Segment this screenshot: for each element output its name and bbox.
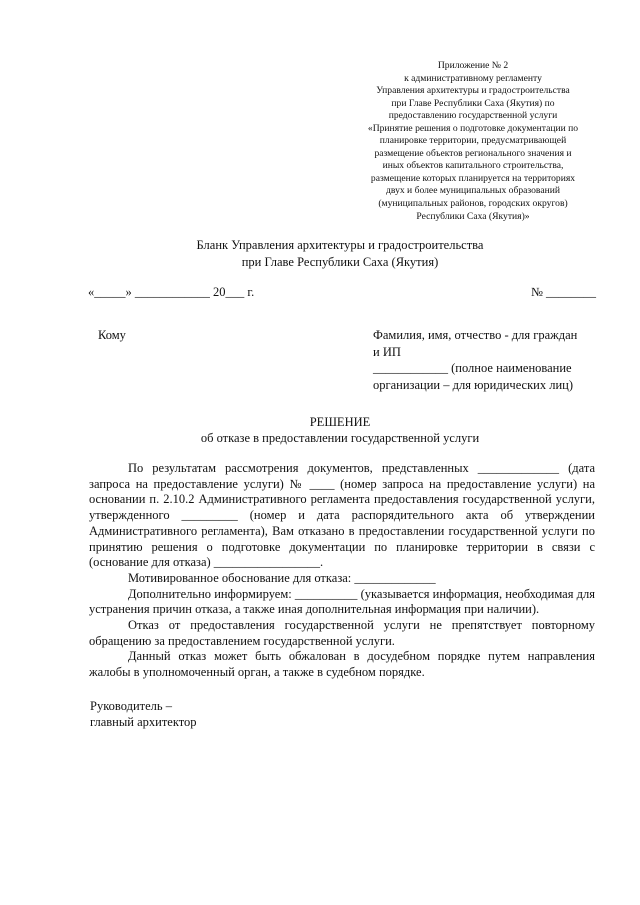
appendix-line: Республики Саха (Якутия)» [416,210,530,222]
body-paragraph: Мотивированное обоснование для отказа: _____________ [128,570,436,585]
appendix-line: размещение которых планируется на территориях [370,172,576,184]
signature-block [90,698,197,730]
decision-subtitle: об отказе в предоставлении государственной услуги [200,431,480,445]
appendix-line: двух и более муниципальных образований [385,185,560,197]
appendix-line: Приложение № 2 [437,60,509,71]
signatory-title-line-2: главный архитектор [90,715,197,729]
appendix-line: иных объектов капитального строительства, [382,160,564,172]
date-number-line [88,284,596,300]
body-paragraph: Дополнительно информируем: __________ (указывается информация, необходимая для устранения причин отказа, а также иная дополнительная информация при наличии). [89,586,595,617]
appendix-line: планировке территории, предусматривающей [379,135,567,147]
addressee-line: и ИП [373,344,401,359]
decision-heading [90,414,590,446]
appendix-line: Управления архитектуры и градостроительства [376,85,570,97]
addressee-block [373,327,593,393]
date-field: «_____» ____________ 20___ г. [88,285,255,299]
addressee-line: Фамилия, имя, отчество - для граждан [373,328,578,342]
letterhead-placeholder [90,237,590,270]
document-number-field: № ________ [530,285,596,299]
appendix-line: «Принятие решения о подготовке документации по [367,122,579,134]
appendix-line: при Главе Республики Саха (Якутия) по [391,97,555,109]
signatory-title-line-1: Руководитель – [90,699,172,713]
letterhead-line-2: при Главе Республики Саха (Якутия) [241,254,439,269]
body-paragraph: Данный отказ может быть обжалован в досудебном порядке путем направления жалобы в уполномоченный орган, а также в судебном порядке. [89,649,595,680]
decision-title: РЕШЕНИЕ [309,415,371,429]
body-paragraph: По результатам рассмотрения документов, представленных _____________ (дата запроса на предоставление услуги) № ____ (номер запроса на предоставление услуги) на основании п. 2.10.2 Административного регламента предоставления государственной услуги, утвержденного _________ (номер и дата распорядительного акта об утверждении Административного регламента), Вам отказано в предоставлении государственной услуги по принятию решения о подготовке документации по планировке территории в связи с (основание для отказа) _________________. [89,461,595,570]
appendix-line: к административному регламенту [404,72,542,84]
addressee-label: Кому [98,328,126,342]
addressee-line: организации – для юридических лиц) [373,377,574,392]
appendix-line: (муниципальных районов, городских округов) [378,198,568,210]
appendix-line: размещение объектов регионального значения и [374,147,572,159]
addressee-line: ____________ (полное наименование [373,361,572,376]
letterhead-line-1: Бланк Управления архитектуры и градостроительства [196,238,484,252]
appendix-header [330,60,616,223]
appendix-line: предоставлению государственной услуги [388,110,558,122]
body-paragraph: Отказ от предоставления государственной услуги не препятствует повторному обращению за предоставлением государственной услуги. [89,618,595,648]
decision-body [89,461,595,681]
